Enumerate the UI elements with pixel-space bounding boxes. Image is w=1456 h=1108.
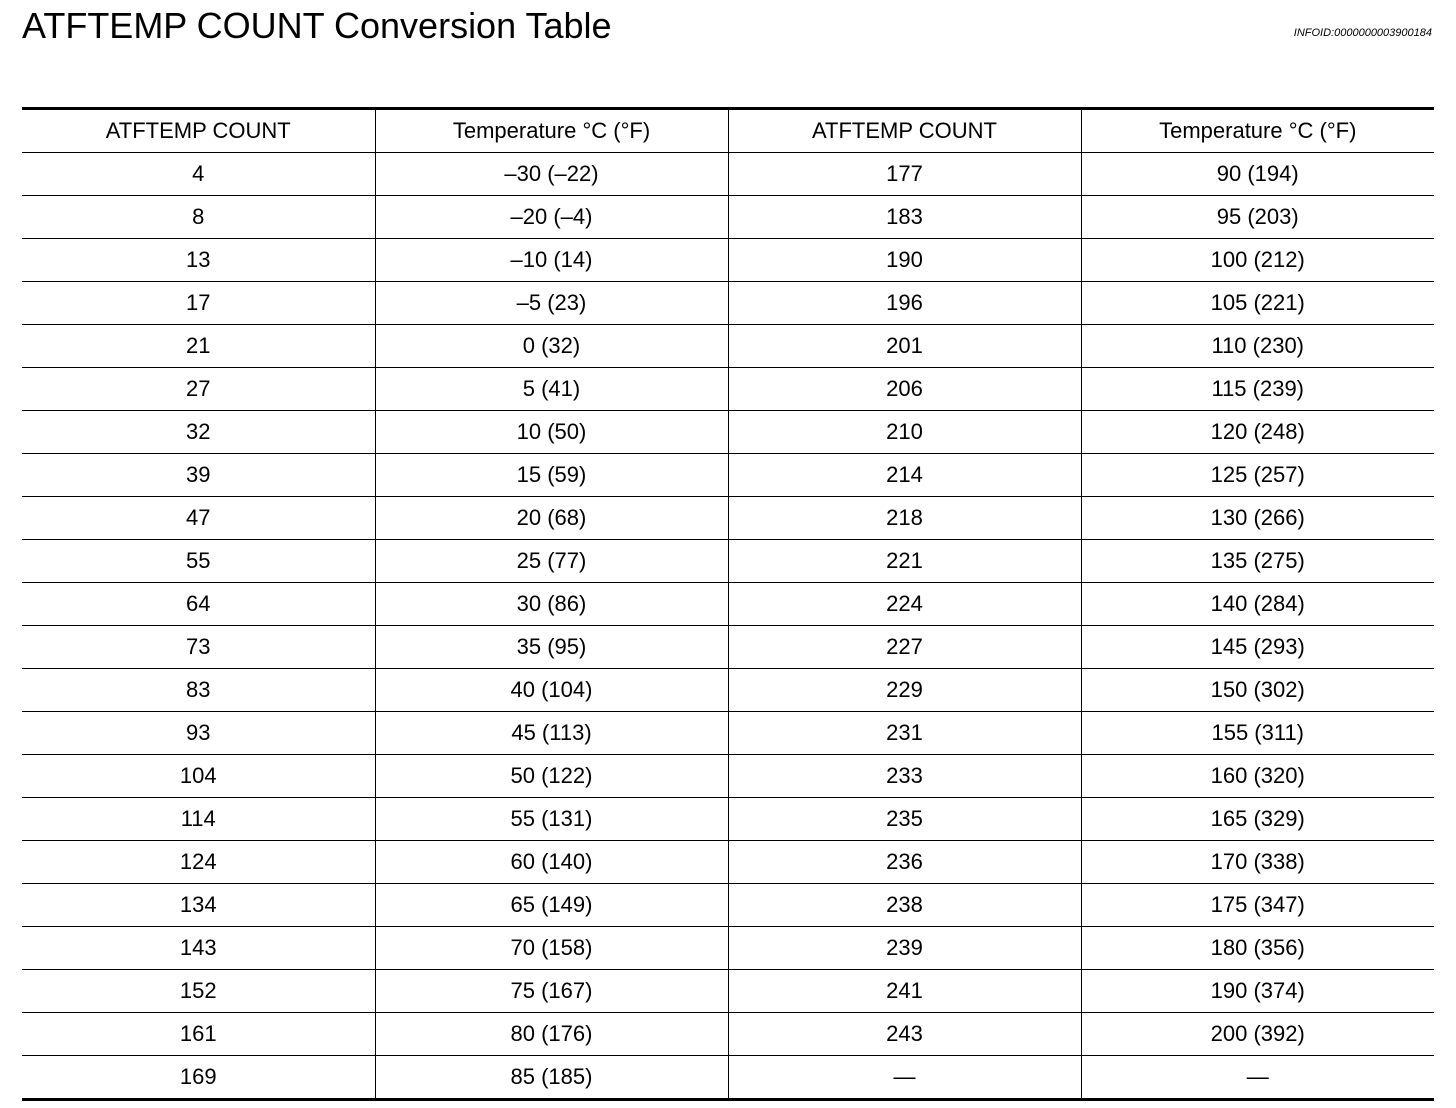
temperature-cell: 200 (392) — [1081, 1013, 1434, 1056]
count-cell: 93 — [22, 712, 375, 755]
header-row — [22, 109, 1434, 153]
count-cell: 243 — [728, 1013, 1081, 1056]
table-row — [22, 626, 1434, 669]
count-cell: 83 — [22, 669, 375, 712]
temperature-cell: 65 (149) — [375, 884, 728, 927]
temperature-cell: 20 (68) — [375, 497, 728, 540]
table-row — [22, 1013, 1434, 1056]
column-header-count-right: ATFTEMP COUNT — [728, 109, 1081, 153]
count-cell: 143 — [22, 927, 375, 970]
temperature-cell: 110 (230) — [1081, 325, 1434, 368]
count-cell: 21 — [22, 325, 375, 368]
temperature-cell: 85 (185) — [375, 1056, 728, 1100]
temperature-cell: 125 (257) — [1081, 454, 1434, 497]
count-cell: 104 — [22, 755, 375, 798]
temperature-cell: 105 (221) — [1081, 282, 1434, 325]
column-header-temperature-right: Temperature °C (°F) — [1081, 109, 1434, 153]
count-cell: 8 — [22, 196, 375, 239]
count-cell: 238 — [728, 884, 1081, 927]
temperature-cell: 170 (338) — [1081, 841, 1434, 884]
temperature-cell: 165 (329) — [1081, 798, 1434, 841]
temperature-cell: 130 (266) — [1081, 497, 1434, 540]
count-cell: 134 — [22, 884, 375, 927]
table-header — [22, 109, 1434, 153]
count-cell: 27 — [22, 368, 375, 411]
count-cell: 227 — [728, 626, 1081, 669]
count-cell: 47 — [22, 497, 375, 540]
temperature-cell: 150 (302) — [1081, 669, 1434, 712]
temperature-cell: 100 (212) — [1081, 239, 1434, 282]
temperature-cell: 30 (86) — [375, 583, 728, 626]
temperature-cell: 0 (32) — [375, 325, 728, 368]
count-cell: 201 — [728, 325, 1081, 368]
count-cell: 55 — [22, 540, 375, 583]
table-row — [22, 239, 1434, 282]
count-cell: 13 — [22, 239, 375, 282]
count-cell: 32 — [22, 411, 375, 454]
temperature-cell: –10 (14) — [375, 239, 728, 282]
table-row — [22, 583, 1434, 626]
temperature-cell: –5 (23) — [375, 282, 728, 325]
count-cell: 4 — [22, 153, 375, 196]
table-row — [22, 927, 1434, 970]
count-cell: 152 — [22, 970, 375, 1013]
temperature-cell: 50 (122) — [375, 755, 728, 798]
temperature-cell: 160 (320) — [1081, 755, 1434, 798]
count-cell: 229 — [728, 669, 1081, 712]
count-cell: 241 — [728, 970, 1081, 1013]
count-cell: 224 — [728, 583, 1081, 626]
temperature-cell: 40 (104) — [375, 669, 728, 712]
temperature-cell: 35 (95) — [375, 626, 728, 669]
count-cell: 231 — [728, 712, 1081, 755]
table-row — [22, 153, 1434, 196]
count-cell: 183 — [728, 196, 1081, 239]
count-cell: 210 — [728, 411, 1081, 454]
temperature-cell: 180 (356) — [1081, 927, 1434, 970]
count-cell: 218 — [728, 497, 1081, 540]
table-row — [22, 669, 1434, 712]
temperature-cell: 60 (140) — [375, 841, 728, 884]
table-row — [22, 454, 1434, 497]
temperature-cell: –30 (–22) — [375, 153, 728, 196]
temperature-cell: 155 (311) — [1081, 712, 1434, 755]
count-cell: 190 — [728, 239, 1081, 282]
temperature-cell: –20 (–4) — [375, 196, 728, 239]
count-cell: 177 — [728, 153, 1081, 196]
count-cell: 221 — [728, 540, 1081, 583]
table-row — [22, 325, 1434, 368]
temperature-cell: 80 (176) — [375, 1013, 728, 1056]
column-header-temperature-left: Temperature °C (°F) — [375, 109, 728, 153]
count-cell: 73 — [22, 626, 375, 669]
count-cell: 124 — [22, 841, 375, 884]
temperature-cell: 145 (293) — [1081, 626, 1434, 669]
temperature-cell: 120 (248) — [1081, 411, 1434, 454]
temperature-cell: 95 (203) — [1081, 196, 1434, 239]
table-row — [22, 1056, 1434, 1100]
conversion-table — [22, 107, 1434, 1101]
count-cell: 169 — [179, 1064, 217, 1089]
temperature-cell: 115 (239) — [1081, 368, 1434, 411]
count-cell: 196 — [728, 282, 1081, 325]
count-cell: 39 — [22, 454, 375, 497]
temperature-cell: 45 (113) — [375, 712, 728, 755]
table-row — [22, 196, 1434, 239]
table-row — [22, 712, 1434, 755]
temperature-cell: 90 (194) — [1081, 153, 1434, 196]
table-row — [22, 540, 1434, 583]
temperature-cell: 5 (41) — [375, 368, 728, 411]
table-row — [22, 282, 1434, 325]
table-row — [22, 755, 1434, 798]
table-body — [22, 153, 1434, 1100]
count-cell: 206 — [728, 368, 1081, 411]
table-row — [22, 841, 1434, 884]
column-header-count-left: ATFTEMP COUNT — [22, 109, 375, 153]
temperature-cell: 10 (50) — [375, 411, 728, 454]
table-row — [22, 368, 1434, 411]
temperature-cell: 175 (347) — [1081, 884, 1434, 927]
page-title: ATFTEMP COUNT Conversion Table — [22, 5, 612, 46]
temperature-cell: 75 (167) — [375, 970, 728, 1013]
table-row — [22, 798, 1434, 841]
count-cell: 239 — [728, 927, 1081, 970]
temperature-cell: — — [1081, 1056, 1434, 1100]
count-cell: 233 — [728, 755, 1081, 798]
temperature-cell: 140 (284) — [1081, 583, 1434, 626]
temperature-cell: 25 (77) — [375, 540, 728, 583]
count-cell: 161 — [22, 1013, 375, 1056]
temperature-cell: 15 (59) — [375, 454, 728, 497]
temperature-cell: 190 (374) — [1081, 970, 1434, 1013]
count-cell: 64 — [22, 583, 375, 626]
temperature-cell: 70 (158) — [375, 927, 728, 970]
table-row — [22, 497, 1434, 540]
table-row — [22, 884, 1434, 927]
count-cell: 236 — [728, 841, 1081, 884]
count-cell: 17 — [22, 282, 375, 325]
count-cell: 214 — [728, 454, 1081, 497]
count-cell: — — [728, 1056, 1081, 1100]
table-row — [22, 970, 1434, 1013]
table-row — [22, 411, 1434, 454]
temperature-cell: 135 (275) — [1081, 540, 1434, 583]
info-id-label: INFOID:0000000003900184 — [1293, 27, 1432, 39]
count-cell: 235 — [728, 798, 1081, 841]
temperature-cell: 55 (131) — [375, 798, 728, 841]
count-cell: 114 — [22, 798, 375, 841]
